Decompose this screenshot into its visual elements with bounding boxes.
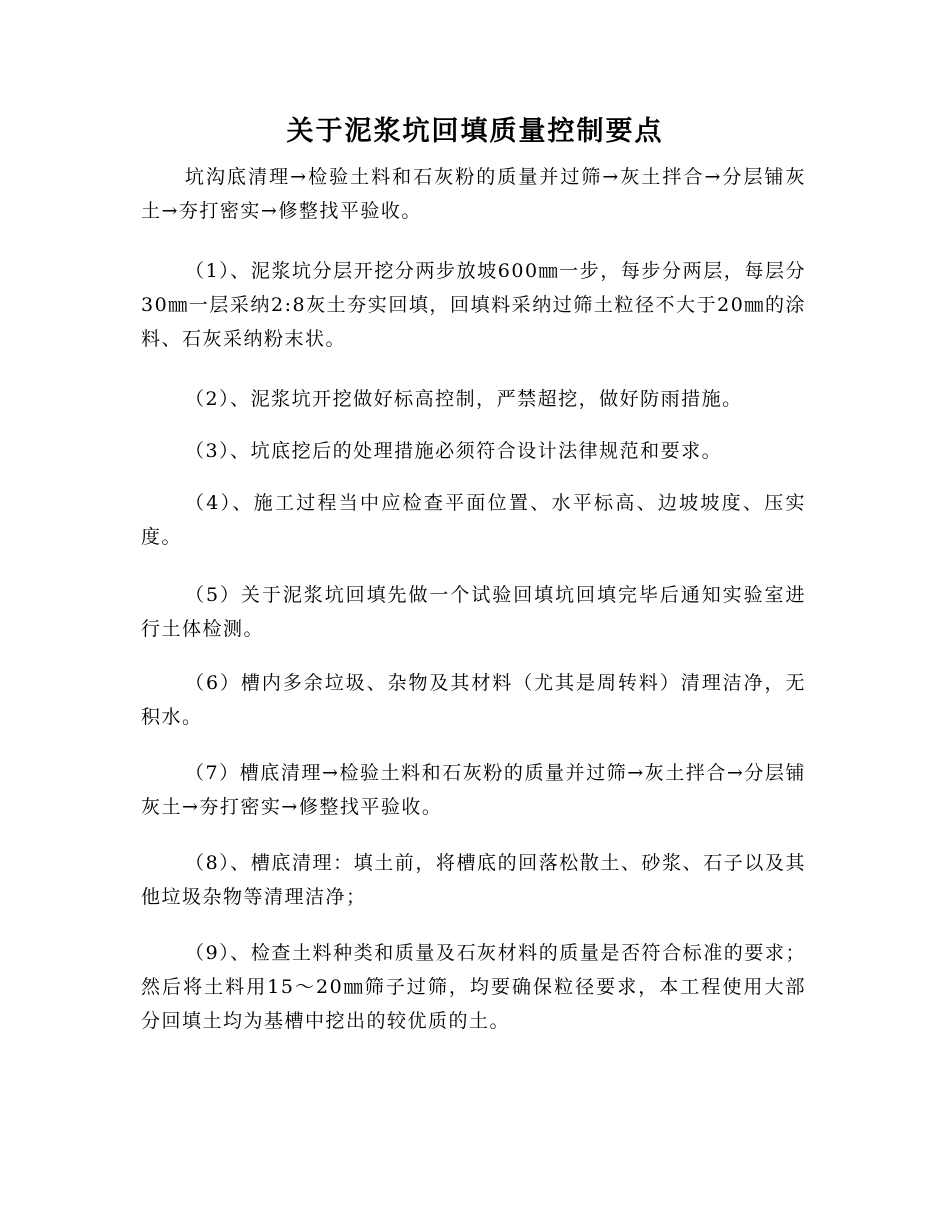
paragraph-item-4: （4）、施工过程当中应检查平面位置、水平标高、边坡坡度、压实度。 <box>141 492 806 548</box>
paragraph-item-1: （1）、泥浆坑分层开挖分两步放坡600㎜一步，每步分两层，每层分30㎜一层采纳2:8灰土夯实回填，回填料采纳过筛土粒径不大于20㎜的涂料、石灰采纳粉末状。 <box>141 260 806 350</box>
paragraph-item-6: （6）槽内多余垃圾、杂物及其材料（尤其是周转料）清理洁净，无积水。 <box>141 672 806 728</box>
document-title: 关于泥浆坑回填质量控制要点 <box>286 116 664 147</box>
paragraph-item-5: （5）关于泥浆坑回填先做一个试验回填坑回填完毕后通知实验室进行土体检测。 <box>141 584 806 640</box>
paragraph-process-flow: 坑沟底清理→检验土料和石灰粉的质量并过筛→灰土拌合→分层铺灰土→夯打密实→修整找平验收。 <box>141 166 806 222</box>
paragraph-item-9: （9）、检查土料种类和质量及石灰材料的质量是否符合标准的要求；然后将土料用15～20㎜筛子过筛，均要确保粒径要求，本工程使用大部分回填土均为基槽中挖出的较优质的土。 <box>141 942 806 1032</box>
paragraph-item-2: （2）、泥浆坑开挖做好标高控制，严禁超挖，做好防雨措施。 <box>185 388 743 410</box>
paragraph-item-7: （7）槽底清理→检验土料和石灰粉的质量并过筛→灰土拌合→分层铺灰土→夯打密实→修整找平验收。 <box>141 762 806 818</box>
paragraph-item-8: （8）、槽底清理：填土前，将槽底的回落松散土、砂浆、石子以及其他垃圾杂物等清理洁净； <box>141 852 806 908</box>
paragraph-item-3: （3）、坑底挖后的处理措施必须符合设计法律规范和要求。 <box>185 440 723 462</box>
